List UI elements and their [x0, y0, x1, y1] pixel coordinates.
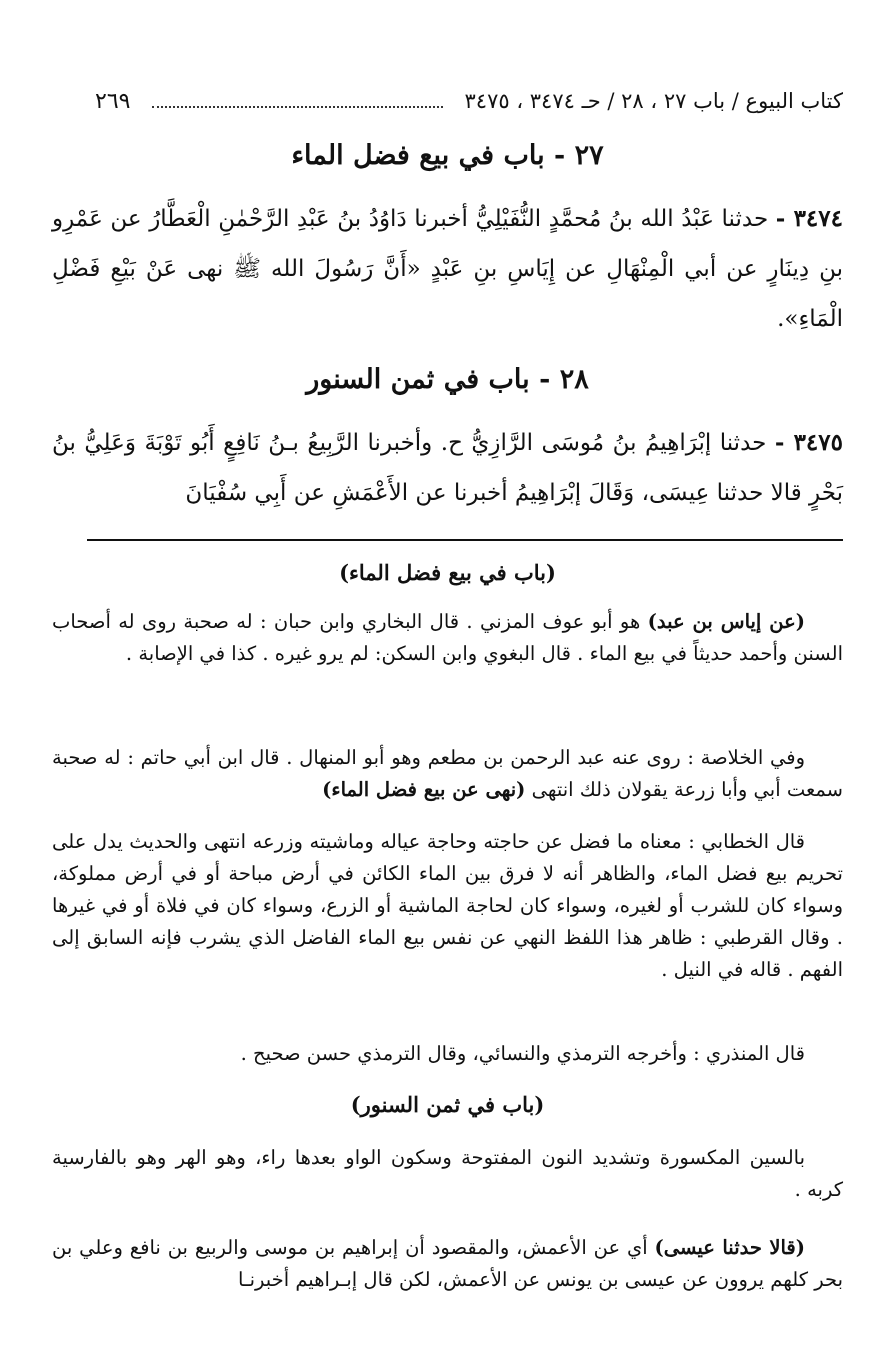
page-header	[95, 84, 843, 118]
chapter-27-title	[52, 140, 843, 171]
commentary-p6-text: أي عن الأعمش، والمقصود أن إبراهيم بن موسى والربيع بن نافع وعلي بن بحر كلهم يروون عن عيسى بن يونس عن الأعمش، لكن قال إبـراهيم أخبرنـا	[52, 1236, 843, 1291]
hadith-3475-number: ٣٤٧٥ -	[774, 429, 843, 456]
commentary-paragraph-4: قال المنذري : وأخرجه الترمذي والنسائي، وقال الترمذي حسن صحيح .	[240, 1042, 805, 1065]
hadith-3474-number: ٣٤٧٤ -	[775, 205, 843, 232]
commentary-paragraph-2	[52, 742, 843, 806]
header-dot-leader	[152, 106, 442, 108]
commentary-heading-1: (باب في بيع فضل الماء)	[339, 560, 556, 585]
chapter-27-number: ٢٧ -	[554, 140, 604, 171]
chapter-28-number: ٢٨ -	[539, 364, 589, 395]
commentary-p2-text: وفي الخلاصة : روى عنه عبد الرحمن بن مطعم وهو أبو المنهال . قال ابن أبي حاتم : له صحبة سمعت أبي وأبا زرعة يقولان ذلك انتهى	[52, 746, 843, 801]
commentary-p1-lemma: (عن إياس بن عبد)	[647, 610, 805, 633]
page-number: ٢٦٩	[95, 88, 131, 114]
hadith-3474-text: حدثنا عَبْدُ الله بنُ مُحمَّدٍ النُّفَيْلِيُّ أخبرنا دَاوُدُ بنُ عَبْدِ الرَّحْمٰنِ الْعَطَّارُ عن عَمْرِو بنِ دِينَارٍ عن أبي الْمِنْهَالِ عن إِيَاسِ بنِ عَبْدٍ «أَنَّ رَسُولَ الله ﷺ نهى عَنْ بَيْعِ فَضْلِ الْمَاءِ».	[52, 206, 843, 332]
commentary-paragraph-5: بالسين المكسورة وتشديد النون المفتوحة وسكون الواو بعدها راء، وهو الهر وهو بالفارسية كربه .	[52, 1146, 843, 1201]
commentary-p1-text: هو أبو عوف المزني . قال البخاري وابن حبان : له صحبة روى له أصحاب السنن وأحمد حديثاً في بيع الماء . قال البغوي وابن السكن: لم يرو غيره . كذا في الإصابة .	[52, 610, 843, 665]
commentary-p6-lemma: (قالا حدثنا عيسى)	[654, 1236, 805, 1259]
hadith-3475	[52, 418, 843, 518]
hadith-3474	[52, 194, 843, 344]
running-title: كتاب البيوع / باب ٢٧ ، ٢٨ / حـ ٣٤٧٤ ، ٣٤٧٥	[464, 89, 843, 113]
footnote-divider	[87, 539, 843, 541]
commentary-p2-lemma: (نهى عن بيع فضل الماء)	[322, 778, 526, 801]
hadith-3475-text: حدثنا إبْرَاهِيمُ بنُ مُوسَى الرَّازِيُّ ح. وأخبرنا الرَّبِيعُ بـنُ نَافِعٍ أَبُو تَوْبَةَ وَعَلِيُّ بنُ بَحْرٍ قالا حدثنا عِيسَى، وَقَالَ إبْرَاهِيمُ أخبرنا عن الأَعْمَشِ عن أَبِي سُفْيَانَ	[52, 430, 843, 506]
chapter-28-bab: باب	[488, 364, 530, 395]
commentary-heading-2: (باب في ثمن السنور)	[350, 1092, 545, 1117]
commentary-paragraph-3: قال الخطابي : معناه ما فضل عن حاجته وحاجة عياله وماشيته وزرعه انتهى والحديث يدل على تحريم بيع فضل الماء، والظاهر أنه لا فرق بين الماء الكائن في أرض مباحة أو في أرض مملوكة، وسواء كان للشرب أو لغيره، وسواء كان لحاجة الماشية أو الزرع، وسواء كان في فلاة أو في غيرها . وقال القرطبي : ظاهر هذا اللفظ النهي عن نفس بيع الماء الفاضل الذي يشرب فإنه السابق إلى الفهم . قاله في النيل .	[52, 830, 843, 981]
commentary-paragraph-1	[52, 606, 843, 670]
chapter-28-heading: في ثمن السنور	[306, 364, 480, 395]
commentary-paragraph-6	[52, 1232, 843, 1296]
chapter-28-title	[52, 364, 843, 395]
chapter-27-heading: في بيع فضل الماء	[291, 140, 495, 171]
chapter-27-bab: باب	[503, 140, 545, 171]
